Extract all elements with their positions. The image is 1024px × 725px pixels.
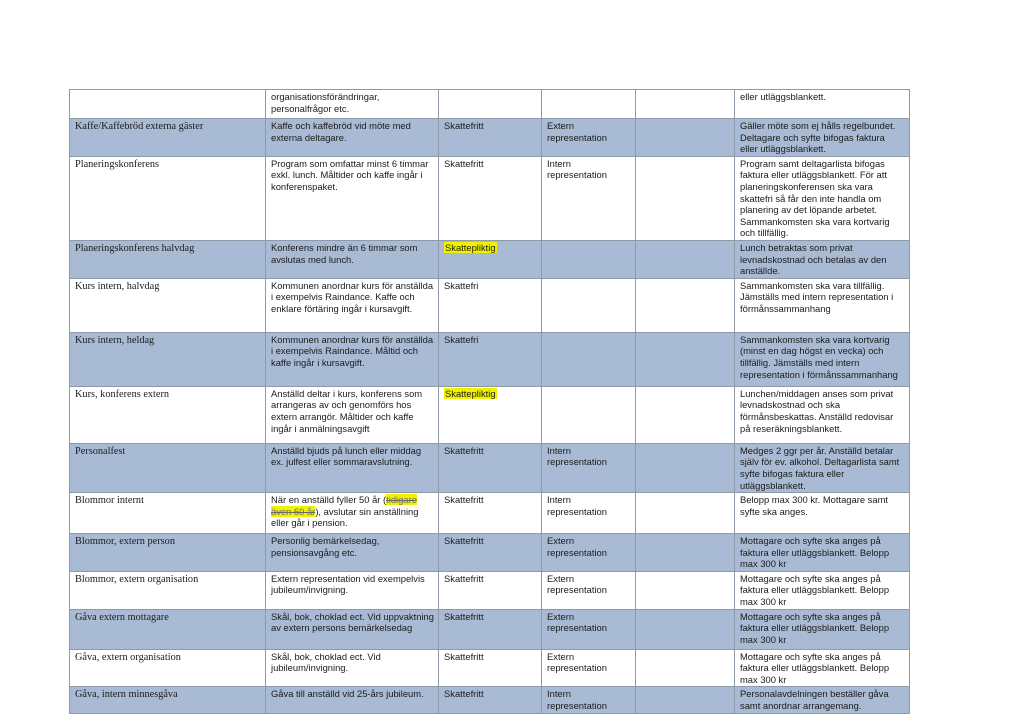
description-cell: Anställd deltar i kurs, konferens som arrangeras av och genomförs hos extern arrangör. Måltider och kaffe ingår i anmälningsavgift bbox=[266, 386, 439, 443]
category-cell: Gåva, extern organisation bbox=[70, 649, 266, 687]
notes-cell: Sammankomsten ska vara kortvarig (minst en dag högst en vecka) och tillfällig. Jämställs med intern representation i förmånssammanhang bbox=[735, 332, 910, 386]
category-cell: Planeringskonferens halvdag bbox=[70, 240, 266, 278]
notes-cell: Mottagare och syfte ska anges på faktura eller utläggsblankett. Belopp max 300 kr bbox=[735, 571, 910, 609]
table-row bbox=[70, 687, 910, 713]
description-cell: Kaffe och kaffebröd vid möte med externa deltagare. bbox=[266, 119, 439, 157]
representation-type-cell: Intern representation bbox=[542, 493, 636, 534]
tax-status-cell: Skattefritt bbox=[439, 609, 542, 649]
tax-status-cell: Skattefri bbox=[439, 278, 542, 332]
empty-cell bbox=[636, 649, 735, 687]
representation-type-cell bbox=[542, 278, 636, 332]
notes-cell: Gäller möte som ej hålls regelbundet. Deltagare och syfte bifogas faktura eller utläggsblankett. bbox=[735, 119, 910, 157]
table-row bbox=[70, 534, 910, 572]
tax-status-cell: Skattefritt bbox=[439, 493, 542, 534]
notes-cell: eller utläggsblankett. bbox=[735, 90, 910, 119]
empty-cell bbox=[636, 119, 735, 157]
tax-status-cell: Skattefritt bbox=[439, 534, 542, 572]
struck-highlighted-text: även 60 år bbox=[271, 505, 316, 517]
description-cell: Skål, bok, choklad ect. Vid jubileum/invigning. bbox=[266, 649, 439, 687]
description-cell: Anställd bjuds på lunch eller middag ex. julfest eller sommaravslutning. bbox=[266, 443, 439, 492]
empty-cell bbox=[636, 609, 735, 649]
representation-type-cell: Extern representation bbox=[542, 534, 636, 572]
table-row bbox=[70, 90, 910, 119]
tax-status-cell: Skattefritt bbox=[439, 119, 542, 157]
table-row bbox=[70, 386, 910, 443]
category-cell bbox=[70, 90, 266, 119]
notes-cell: Mottagare och syfte ska anges på faktura eller utläggsblankett. Belopp max 300 kr bbox=[735, 609, 910, 649]
representation-type-cell bbox=[542, 240, 636, 278]
description-text-end: ), avslutar sin anställning eller går i pension. bbox=[271, 505, 419, 529]
representation-type-cell: Intern representation bbox=[542, 687, 636, 713]
tax-status-cell: Skattefritt bbox=[439, 571, 542, 609]
tax-status-cell: Skattefritt bbox=[439, 156, 542, 240]
notes-cell: Lunchen/middagen anses som privat levnadskostnad och ska förmånsbeskattas. Anställd redovisar på reseräkningsblankett. bbox=[735, 386, 910, 443]
empty-cell bbox=[636, 90, 735, 119]
highlighted-tax-status: Skattepliktig bbox=[445, 241, 496, 253]
representation-type-cell bbox=[542, 332, 636, 386]
tax-status-cell: Skattefritt bbox=[439, 649, 542, 687]
notes-cell: Belopp max 300 kr. Mottagare samt syfte ska anges. bbox=[735, 493, 910, 534]
struck-highlighted-text: tidigare bbox=[386, 494, 417, 506]
notes-cell: Personalavdelningen beställer gåva samt anordnar arrangemang. bbox=[735, 687, 910, 713]
empty-cell bbox=[636, 687, 735, 713]
tax-status-cell: Skattefri bbox=[439, 332, 542, 386]
category-cell: Kurs intern, halvdag bbox=[70, 278, 266, 332]
tax-status-cell bbox=[439, 240, 542, 278]
category-cell: Kurs, konferens extern bbox=[70, 386, 266, 443]
empty-cell bbox=[636, 278, 735, 332]
empty-cell bbox=[636, 534, 735, 572]
tax-status-cell bbox=[439, 90, 542, 119]
table-row bbox=[70, 571, 910, 609]
tax-status-cell: Skattefritt bbox=[439, 443, 542, 492]
representation-type-cell bbox=[542, 90, 636, 119]
category-cell: Gåva extern mottagare bbox=[70, 609, 266, 649]
empty-cell bbox=[636, 571, 735, 609]
category-cell: Blommor, extern organisation bbox=[70, 571, 266, 609]
tax-status-cell bbox=[439, 386, 542, 443]
description-cell: organisationsförändringar, personalfrågor etc. bbox=[266, 90, 439, 119]
notes-cell: Sammankomsten ska vara tillfällig. Jämställs med intern representation i förmånssammanhang bbox=[735, 278, 910, 332]
tax-status-cell: Skattefritt bbox=[439, 687, 542, 713]
notes-cell: Program samt deltagarlista bifogas faktura eller utläggsblankett. För att planeringskonferensen ska vara skattefri så får den inte handla om planering av det löpande arbetet. Sammankomsten ska vara kortvarig och tillfällig. bbox=[735, 156, 910, 240]
table-row bbox=[70, 609, 910, 649]
category-cell: Kaffe/Kaffebröd externa gäster bbox=[70, 119, 266, 157]
description-cell: Kommunen anordnar kurs för anställda i exempelvis Raindance. Måltid och kaffe ingår i kursavgift. bbox=[266, 332, 439, 386]
representation-type-cell: Extern representation bbox=[542, 609, 636, 649]
representation-type-cell bbox=[542, 386, 636, 443]
table-row bbox=[70, 119, 910, 157]
description-cell: Konferens mindre än 6 timmar som avslutas med lunch. bbox=[266, 240, 439, 278]
empty-cell bbox=[636, 240, 735, 278]
representation-type-cell: Extern representation bbox=[542, 649, 636, 687]
description-cell: Program som omfattar minst 6 timmar exkl. lunch. Måltider och kaffe ingår i konferenspaket. bbox=[266, 156, 439, 240]
category-cell: Kurs intern, heldag bbox=[70, 332, 266, 386]
notes-cell: Medges 2 ggr per år. Anställd betalar själv för ev. alkohol. Deltagarlista samt syfte bifogas faktura eller utläggsblankett. bbox=[735, 443, 910, 492]
table-row bbox=[70, 278, 910, 332]
category-cell: Personalfest bbox=[70, 443, 266, 492]
representation-table bbox=[69, 89, 910, 714]
table-row bbox=[70, 493, 910, 534]
table-row bbox=[70, 649, 910, 687]
representation-type-cell: Intern representation bbox=[542, 443, 636, 492]
empty-cell bbox=[636, 156, 735, 240]
notes-cell: Lunch betraktas som privat levnadskostnad och betalas av den anställde. bbox=[735, 240, 910, 278]
description-cell: Gåva till anställd vid 25-års jubileum. bbox=[266, 687, 439, 713]
description-cell: Personlig bemärkelsedag, pensionsavgång etc. bbox=[266, 534, 439, 572]
category-cell: Planeringskonferens bbox=[70, 156, 266, 240]
highlighted-tax-status: Skattepliktig bbox=[445, 387, 496, 399]
notes-cell: Mottagare och syfte ska anges på faktura eller utläggsblankett. Belopp max 300 kr bbox=[735, 649, 910, 687]
empty-cell bbox=[636, 443, 735, 492]
representation-type-cell: Intern representation bbox=[542, 156, 636, 240]
representation-type-cell: Extern representation bbox=[542, 119, 636, 157]
category-cell: Blommor internt bbox=[70, 493, 266, 534]
representation-type-cell: Extern representation bbox=[542, 571, 636, 609]
notes-cell: Mottagare och syfte ska anges på faktura eller utläggsblankett. Belopp max 300 kr bbox=[735, 534, 910, 572]
table-row bbox=[70, 443, 910, 492]
description-cell bbox=[266, 493, 439, 534]
category-cell: Gåva, intern minnesgåva bbox=[70, 687, 266, 713]
description-cell: Kommunen anordnar kurs för anställda i exempelvis Raindance. Kaffe och enklare förtäring ingår i kursavgift. bbox=[266, 278, 439, 332]
table-row bbox=[70, 332, 910, 386]
table-row bbox=[70, 156, 910, 240]
empty-cell bbox=[636, 493, 735, 534]
description-text-start: När en anställd fyller 50 år ( bbox=[271, 494, 387, 506]
category-cell: Blommor, extern person bbox=[70, 534, 266, 572]
description-cell: Skål, bok, choklad ect. Vid uppvaktning av extern persons bemärkelsedag bbox=[266, 609, 439, 649]
empty-cell bbox=[636, 386, 735, 443]
empty-cell bbox=[636, 332, 735, 386]
description-cell: Extern representation vid exempelvis jubileum/invigning. bbox=[266, 571, 439, 609]
table-row bbox=[70, 240, 910, 278]
